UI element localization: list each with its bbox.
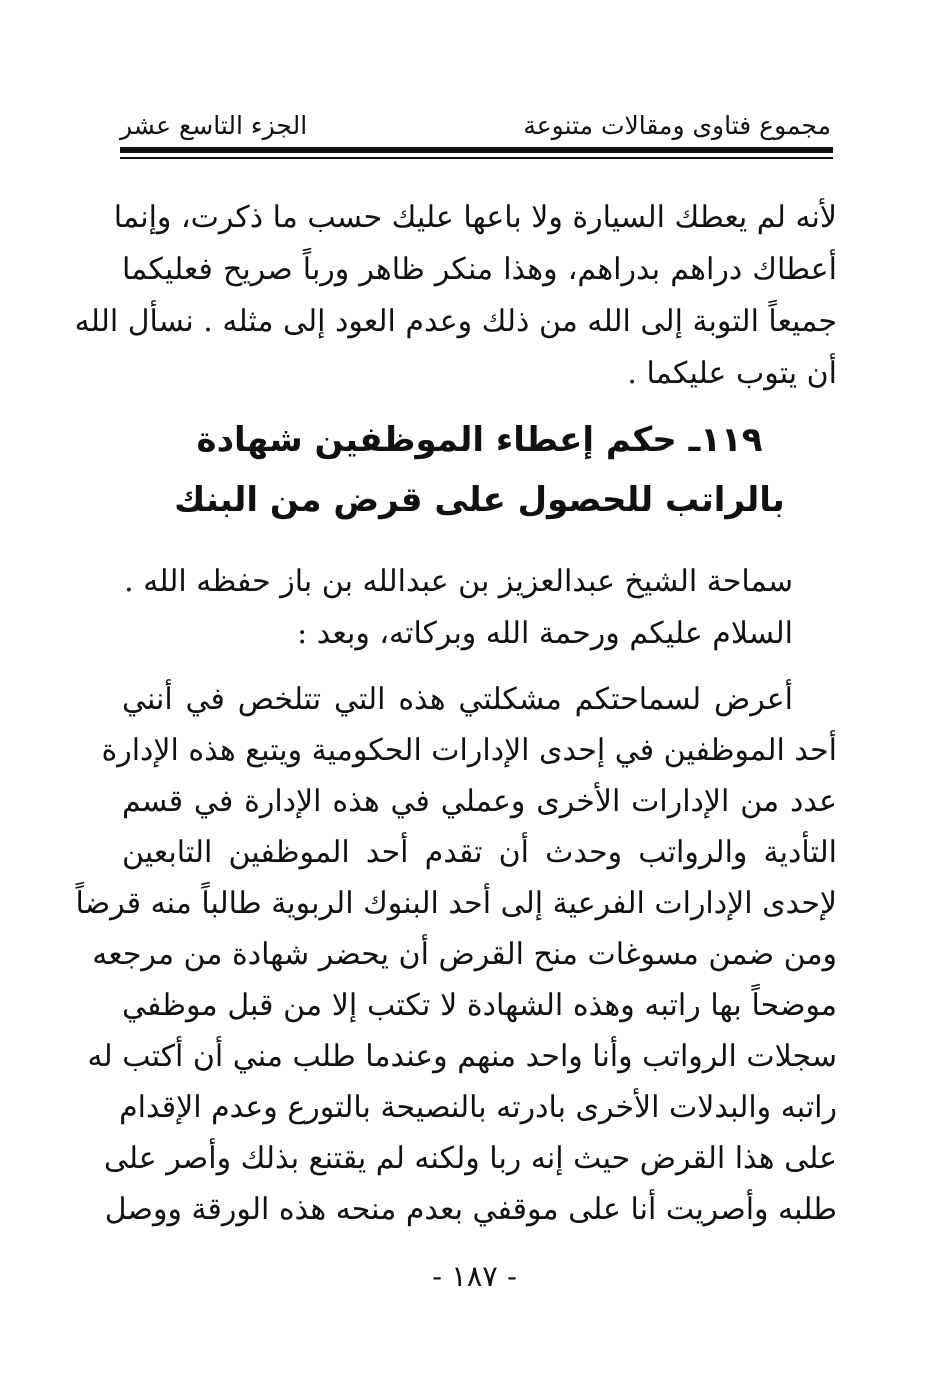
text-line: أعرض لسماحتكم مشكلتي هذه التي تتلخص في أنني	[122, 682, 793, 717]
text-line: أن يتوب عليكما .	[627, 356, 837, 391]
fatwa-title-line: ١١٩ـ حكم إعطاء الموظفين شهادة	[196, 420, 763, 460]
text-line: عدد من الإدارات الأخرى وعملي في هذه الإدارة في قسم	[122, 784, 837, 819]
text-line: طلبه وأصريت أنا على موقفي بعدم منحه هذه الورقة ووصل	[104, 1192, 837, 1227]
book-title: مجموع فتاوى ومقالات متنوعة	[523, 111, 831, 140]
text-line: موضحاً بها راتبه وهذه الشهادة لا تكتب إلا من قبل موظفي	[122, 988, 837, 1023]
salutation	[122, 556, 837, 660]
fatwa-title-line: بالراتب للحصول على قرض من البنك	[174, 480, 785, 520]
question-body	[75, 674, 837, 1235]
text-line: أحد الموظفين في إحدى الإدارات الحكومية ويتبع هذه الإدارة	[101, 733, 837, 768]
previous-answer-ending	[74, 192, 837, 400]
volume-label: الجزء التاسع عشر	[120, 111, 308, 140]
text-line: سجلات الرواتب وأنا واحد منهم وعندما طلب مني أن أكتب له	[87, 1039, 837, 1074]
running-header	[120, 108, 831, 148]
text-line: لأنه لم يعطك السيارة ولا باعها عليك حسب ما ذكرت، وإنما	[113, 200, 837, 235]
text-line: راتبه والبدلات الأخرى بادرته بالنصيحة بالتورع وعدم الإقدام	[119, 1090, 837, 1125]
header-rule-thin	[120, 157, 833, 159]
text-line: على هذا القرض حيث إنه ربا ولكنه لم يقتنع بذلك وأصر على	[103, 1141, 837, 1176]
fatwa-title	[122, 410, 837, 530]
text-line: جميعاً التوبة إلى الله من ذلك وعدم العود إلى مثله . نسأل الله	[74, 304, 837, 339]
addressee-line: سماحة الشيخ عبدالعزيز بن عبدالله بن باز حفظه الله .	[124, 564, 793, 599]
text-line: ومن ضمن مسوغات منح القرض أن يحضر شهادة من مرجعه	[92, 937, 837, 972]
text-line: التأدية والرواتب وحدث أن تقدم أحد الموظفين التابعين	[122, 835, 837, 870]
text-line: أعطاك دراهم بدراهم، وهذا منكر ظاهر ورباً صريح فعليكما	[122, 252, 837, 287]
greeting-line: السلام عليكم ورحمة الله وبركاته، وبعد :	[297, 616, 793, 651]
page-number: - ١٨٧ -	[432, 1259, 517, 1293]
header-rule-thick	[120, 147, 833, 153]
text-line: لإحدى الإدارات الفرعية إلى أحد البنوك الربوية طالباً منه قرضاً	[75, 886, 837, 921]
